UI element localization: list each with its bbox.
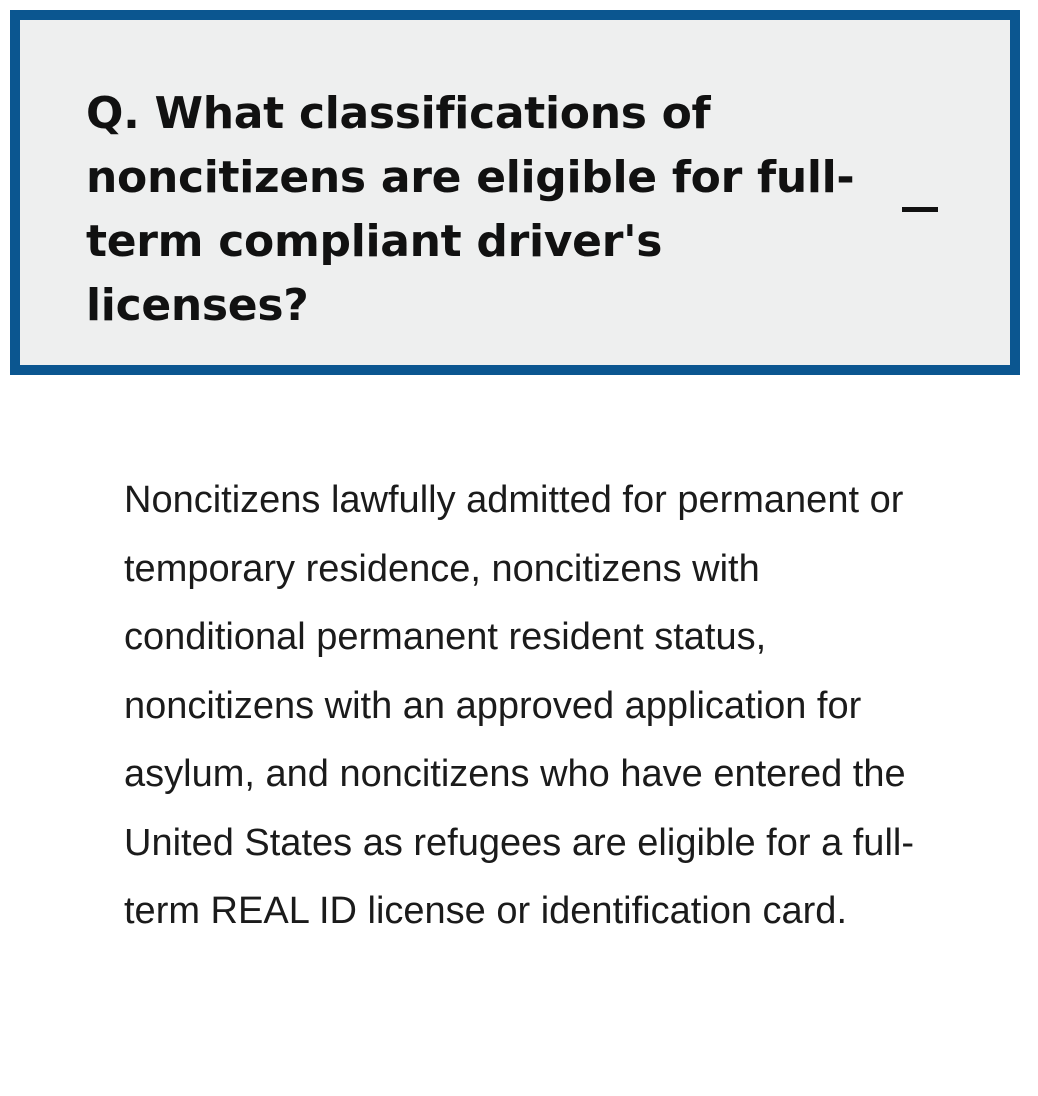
faq-answer: Noncitizens lawfully admitted for permanent or temporary residence, noncitizens with conditional permanent resident status, noncitizens with an approved application for asylum, and noncitizens who have entered the United States as refugees are eligible for a full-term REAL ID license or identification card. [124, 479, 914, 932]
collapse-button[interactable] [900, 186, 940, 216]
minus-icon [902, 207, 938, 212]
faq-question: Q. What classifications of noncitizens are eligible for full-term compliant driver's licenses? [86, 88, 855, 331]
accordion-header[interactable] [10, 10, 1020, 375]
